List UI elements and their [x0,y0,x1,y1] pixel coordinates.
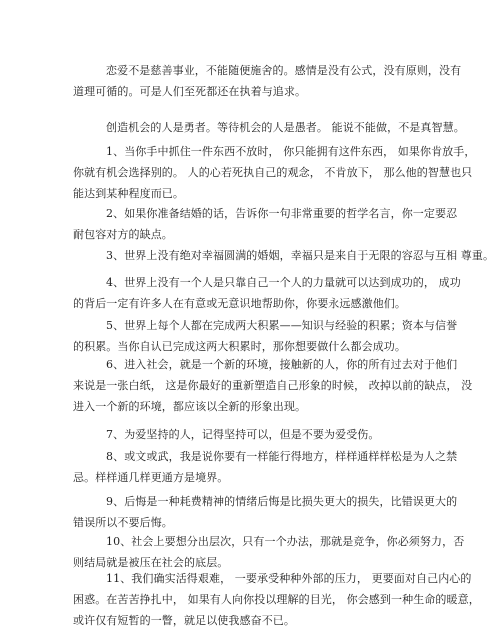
text-line: 4、世界上没有一个人是只靠自己一个人的力量就可以达到成功的， 成功 [106,276,461,289]
text-line: 或许仅有短暂的一瞥，就足以使我感奋不已。 [73,614,295,627]
text-line: 耐包容对方的缺点。 [73,228,173,241]
text-line: 5、世界上每个人都在完成两大积累——知识与经验的积累；资本与信誉 [106,319,458,332]
text-line: 则结局就是被压在社会的底层。 [73,556,229,569]
text-line: 9、后悔是一种耗费精神的情绪后悔是比损失更大的损失，比错误更大的 [106,495,458,508]
text-line: 的背后一定有许多人在有意或无意识地帮助你，你要永远感激他们。 [73,297,406,310]
text-line: 来说是一张白纸， 这是你最好的重新塑造自己形象的时候， 改掉以前的缺点， 没 [73,379,473,392]
text-line: 错误所以不要后悔。 [73,516,173,529]
text-line: 道理可循的。可是人们至死都还在执着与追求。 [73,85,307,98]
text-line: 忌。样样通几样更通方是境界。 [73,471,229,484]
text-line: 7、为爱坚持的人，记得坚持可以，但是不要为爱受伤。 [106,428,380,441]
text-line: 你就有机会选择别的。 人的心若死执自己的观念， 不肯放下， 那么他的智慧也只 [73,166,473,179]
text-line: 创造机会的人是勇者。等待机会的人是愚者。 能说不能做，不是真智慧。 [106,121,465,134]
text-line: 10、社会上要想分出层次，只有一个办法，那就是竞争，你必须努力，否 [106,535,465,548]
text-line: 能达到某种程度而已。 [73,187,184,200]
text-line: 3、世界上没有绝对幸福圆满的婚姻，幸福只是来自于无限的容忍与互相 尊重。 [106,249,495,262]
text-line: 8、或文或武，我是说你要有一样能行得地方，样样通样样松是为人之禁 [106,450,458,463]
text-line: 困惑。在苦苦挣扎中， 如果有人向你投以理解的目光， 你会感到一种生命的暖意， [73,593,480,606]
text-line: 11、我们确实活得艰难， 一要承受种种外部的压力， 更要面对自己内心的 [106,572,472,585]
text-line: 6、进入社会，就是一个新的环境，接触新的人，你的所有过去对于他们 [106,358,458,371]
text-line: 2、如果你准备结婚的话，告诉你一句非常重要的哲学名言，你一定要忍 [106,207,458,220]
text-line: 恋爱不是慈善事业，不能随便施舍的。感情是没有公式，没有原则，没有 [106,64,462,77]
text-line: 进入一个新的环境，都应该以全新的形象出现。 [73,400,307,413]
text-line: 1、当你手中抓住一件东西不放时， 你只能拥有这件东西， 如果你肯放手， [106,145,476,158]
text-line: 的积累。当你自认已完成这两大积累时，那你想要做什么都会成功。 [73,340,406,353]
